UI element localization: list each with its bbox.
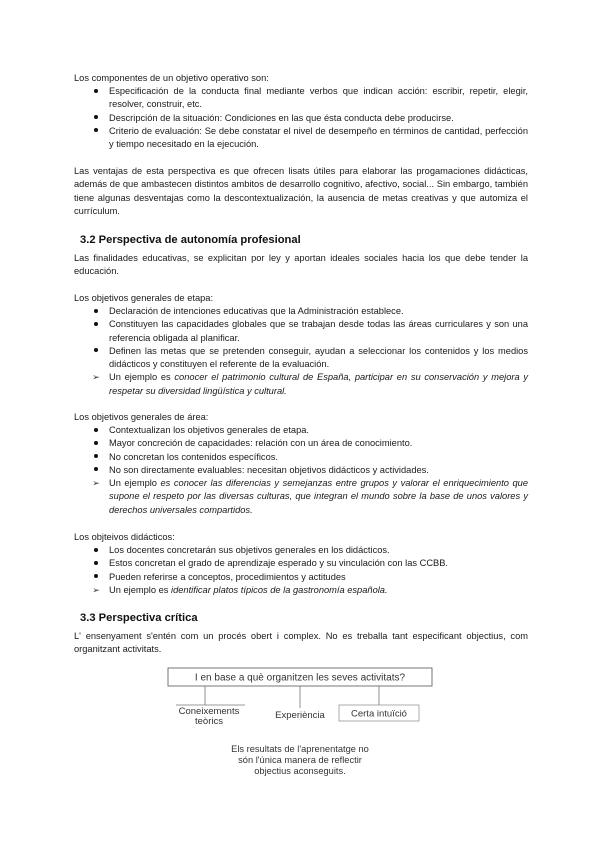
example-item: ➢ Un ejemplo es conocer las diferencias y semejanzas entre grupos y valorar el enriquecimiento que supone el respeto por las diversas culturas, que integran el mundo sobre la base de unos valores y derechos universales compartidos. [74,477,528,517]
list-item: Mayor concreción de capacidades: relación con un área de conocimiento. [74,437,528,450]
list-item: Definen las metas que se pretenden conseguir, ayudan a seleccionar los contenidos y los medios didácticos y constituyen el referente de la evaluación. [74,345,528,372]
arrow-icon: ➢ [92,372,100,383]
section-3-2-intro: Las finalidades educativas, se explicitan por ley y aportan ideales sociales hacia los que debe tender la educación. [74,253,528,277]
node-experiencia: Experiència [275,710,325,721]
example-item: ➢ Un ejemplo es identificar platos típicos de la gastronomía española. [74,584,528,597]
list-item: Declaración de intenciones educativas que la Administración establece. [74,305,528,318]
list-item: Especificación de la conducta final mediante verbos que indican acción: escribir, repetir, elegir, resolver, construir, etc. [74,85,528,112]
list-item: Constituyen las capacidades globales que se trabajan desde todas las áreas curriculares y son una referencia obligada al planificar. [74,318,528,345]
didacticos-title: Los objteivos didácticos: [74,532,175,542]
list-item: Los docentes concretarán sus objetivos generales en los didácticos. [74,544,528,557]
diagram-footer-line: Els resultats de l'aprenentatge no [231,744,369,754]
list-item: No concretan los contenidos específicos. [74,451,528,464]
list-item: Descripción de la situación: Condiciones en las que ésta conducta debe producirse. [74,112,528,125]
diagram-footer-line: són l'única manera de reflectir [238,755,362,765]
list-item: Criterio de evaluación: Se debe constatar el nivel de desempeño en términos de cantidad, perfección y tiempo necesitado en la ejecución. [74,125,528,152]
section-3-3-intro: L' ensenyament s'entén com un procés obert i complex. No es treballa tant especificant objectius, com organitzant activitats. [74,631,528,655]
section-heading-3-2: 3.2 Perspectiva de autonomía profesional [80,234,301,246]
node-certa-intuicio: Certa intuïció [351,708,407,720]
diagram-question: I en base a què organitzen les seves activitats? [194,672,406,684]
diagram-footer-line: objectius aconseguits. [254,766,346,776]
node-coneixements-line2: teòrics [195,716,223,727]
list-item: Pueden referirse a conceptos, procedimientos y actitudes [74,571,528,584]
arrow-icon: ➢ [92,584,100,595]
section-heading-3-3: 3.3 Perspectiva crítica [80,612,198,624]
list-item: Estos concretan el grado de aprendizaje esperado y su vinculación con las CCBB. [74,557,528,570]
arrow-icon: ➢ [92,478,100,489]
etapa-title: Los objetivos generales de etapa: [74,293,214,303]
list-item: Contextualizan los objetivos generales de etapa. [74,424,528,437]
advantages-paragraph: Las ventajas de esta perspectiva es que ofrecen lisats útiles para elaborar las progamaciones didácticas, además de que ambastecen distintos ambitos de desarrollo cognitivo, afectivo, social... Sin embargo, también tiene algunas desventajas como la descontextualización, la ausencia de metas creativas y que automiza el currículum. [74,166,528,216]
list-item: No son directamente evaluables: necesitan objetivos didácticos y actividades. [74,464,528,477]
area-title: Los objetivos generales de área: [74,412,209,422]
example-item: ➢ Un ejemplo es conocer el patrimonio cultural de España, participar en su conservación y mejora y respetar su diversidad lingüística y cultural. [74,371,528,398]
node-coneixements: Coneixements [178,706,240,717]
components-intro: Los componentes de un objetivo operativo son: [74,73,269,83]
